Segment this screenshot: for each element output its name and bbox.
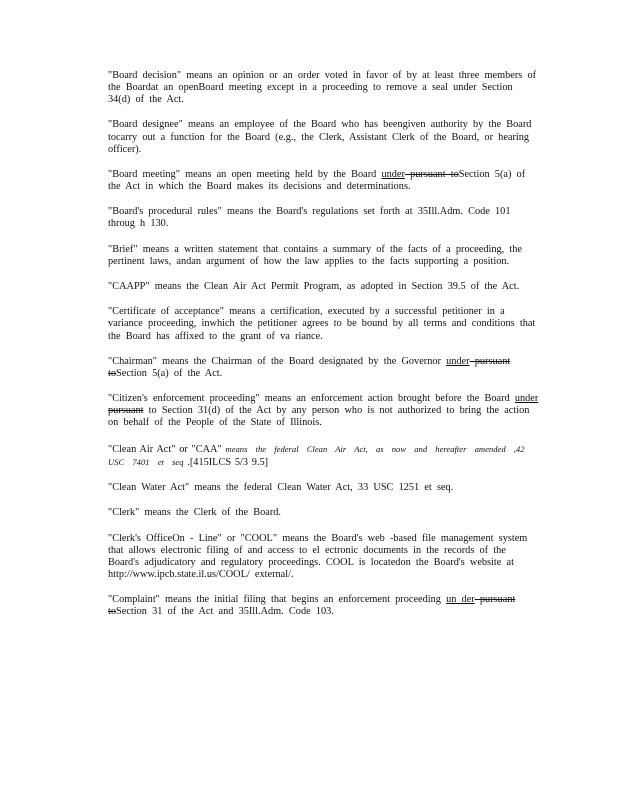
inserted-text: under: [446, 355, 470, 367]
definition-complaint: [108, 594, 540, 618]
definition-text: "Board meeting" means an open meeting held by the Board: [108, 168, 382, 180]
definition-text: to Section 31(d) of the Act by any person who is not authorized to bring the action on behalf of the People of the State of Illinois.: [108, 405, 530, 429]
inserted-text: under: [381, 168, 405, 180]
definition-certificate-of-acceptance: "Certificate of acceptance" means a certification, executed by a successful petitioner in a variance proceeding, inwhich the petitioner agrees to be bound by all terms and conditions that the Board has affixed to the grant of va riance.: [108, 306, 536, 342]
definition-text: Section 31 of the Act and 35Ill.Adm. Code 103.: [116, 606, 334, 618]
statutory-quote: means the federal Clean Air Act, as now and hereafter amended ,42 USC 7401 et seq: [108, 443, 525, 467]
definition-boards-procedural-rules: "Board's procedural rules" means the Board's regulations set forth at 35Ill.Adm. Code 101 throug h 130.: [108, 206, 511, 230]
definition-chairman: [108, 356, 540, 380]
definitions-list: [108, 70, 540, 632]
definition-text: "Complaint" means the initial filing that begins an enforcement proceeding: [108, 594, 447, 606]
inserted-text: under: [514, 393, 539, 405]
inserted-text: un der: [446, 594, 475, 606]
definition-board-decision: "Board decision" means an opinion or an order voted in favor of by at least three members of the Boardat an openBoard meeting except in a proceeding to remove a seal under Section 34(d) of the Act.: [108, 70, 537, 106]
definition-text: "Clean Air Act" or "CAA": [108, 443, 226, 455]
definition-text: Section 5(a) of the Act.: [116, 367, 223, 379]
definition-text: "Citizen's enforcement proceeding" means an enforcement action brought before the Board: [108, 393, 515, 405]
definition-citizens-enforcement-proceeding: [108, 393, 540, 429]
definition-clerk: "Clerk" means the Clerk of the Board.: [108, 507, 281, 519]
definition-clean-water-act: "Clean Water Act" means the federal Clean Water Act, 33 USC 1251 et seq.: [108, 482, 454, 494]
definition-board-meeting: [108, 169, 540, 193]
definition-clean-air-act: [108, 443, 540, 469]
definition-brief: "Brief" means a written statement that contains a summary of the facts of a proceeding, the pertinent laws, andan argument of how the law applies to the facts supporting a position.: [108, 243, 522, 267]
definition-caapp: "CAAPP" means the Clean Air Act Permit Program, as adopted in Section 39.5 of the Act.: [108, 281, 520, 293]
deleted-text: pursuant to: [404, 168, 459, 180]
deleted-text: pursuant to: [108, 594, 516, 618]
deleted-text: pursuant to: [108, 355, 511, 379]
definition-text: Section 5(a) of the Act in which the Board makes its decisions and determinations.: [108, 168, 526, 193]
deleted-text: pursuant: [108, 405, 144, 417]
definition-board-designee: "Board designee" means an employee of the Board who has beengiven authority by the Board tocarry out a function for the Board (e.g., the Clerk, Assistant Clerk of the Board, or hearing officer).: [108, 119, 532, 155]
definition-text: "Chairman" means the Chairman of the Board designated by the Governor: [108, 355, 447, 367]
citation-text: .[415ILCS 5/3 9.5]: [183, 456, 269, 468]
definition-cool: "Clerk's OfficeOn - Line" or "COOL" means the Board's web -based file management system that allows electronic filing of and access to el ectronic documents in the records of the Board's adjudicatory and regulatory proceedings. COOL is locatedon the Board's website at http://www.ipcb.state.il.us/COOL/ external/.: [108, 532, 528, 580]
